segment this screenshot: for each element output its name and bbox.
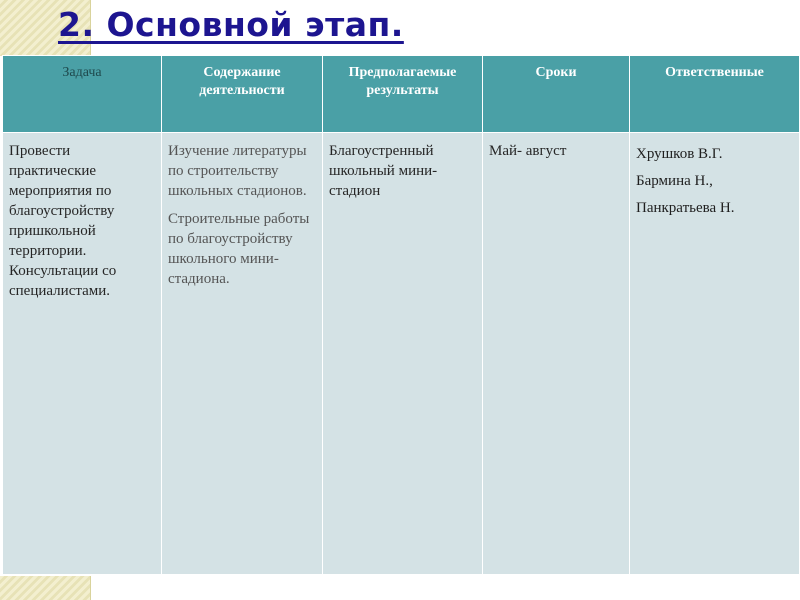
table-row [3, 133, 800, 575]
cell-task: Провести практические мероприятия по благоустройству пришкольной территории. Консультации со специалистами. [3, 133, 162, 575]
cell-content [162, 133, 323, 575]
responsible-person-2: Бармина Н., [636, 173, 713, 189]
slide-title: 2. Основной этап. [58, 5, 404, 44]
content-paragraph-construction: Строительные работы по благоустройству школьного мини-стадиона. [168, 211, 310, 287]
header-results: Предполагаемые результаты [323, 56, 483, 133]
responsible-person-3: Панкратьева Н. [636, 200, 735, 216]
table-header-row [3, 56, 800, 133]
decorative-stripe-bottom [0, 576, 91, 600]
header-task: Задача [3, 56, 162, 133]
responsible-person-1: Хрушков В.Г. [636, 146, 723, 162]
cell-responsible [630, 133, 800, 575]
plan-table [2, 55, 800, 575]
content-paragraph-literature: Изучение литературы по строительству школьных стадионов. [168, 143, 307, 199]
header-content: Содержание деятельности [162, 56, 323, 133]
cell-timing: Май- август [483, 133, 630, 575]
header-responsible: Ответственные [630, 56, 800, 133]
header-timing: Сроки [483, 56, 630, 133]
cell-results: Благоустренный школьный мини-стадион [323, 133, 483, 575]
